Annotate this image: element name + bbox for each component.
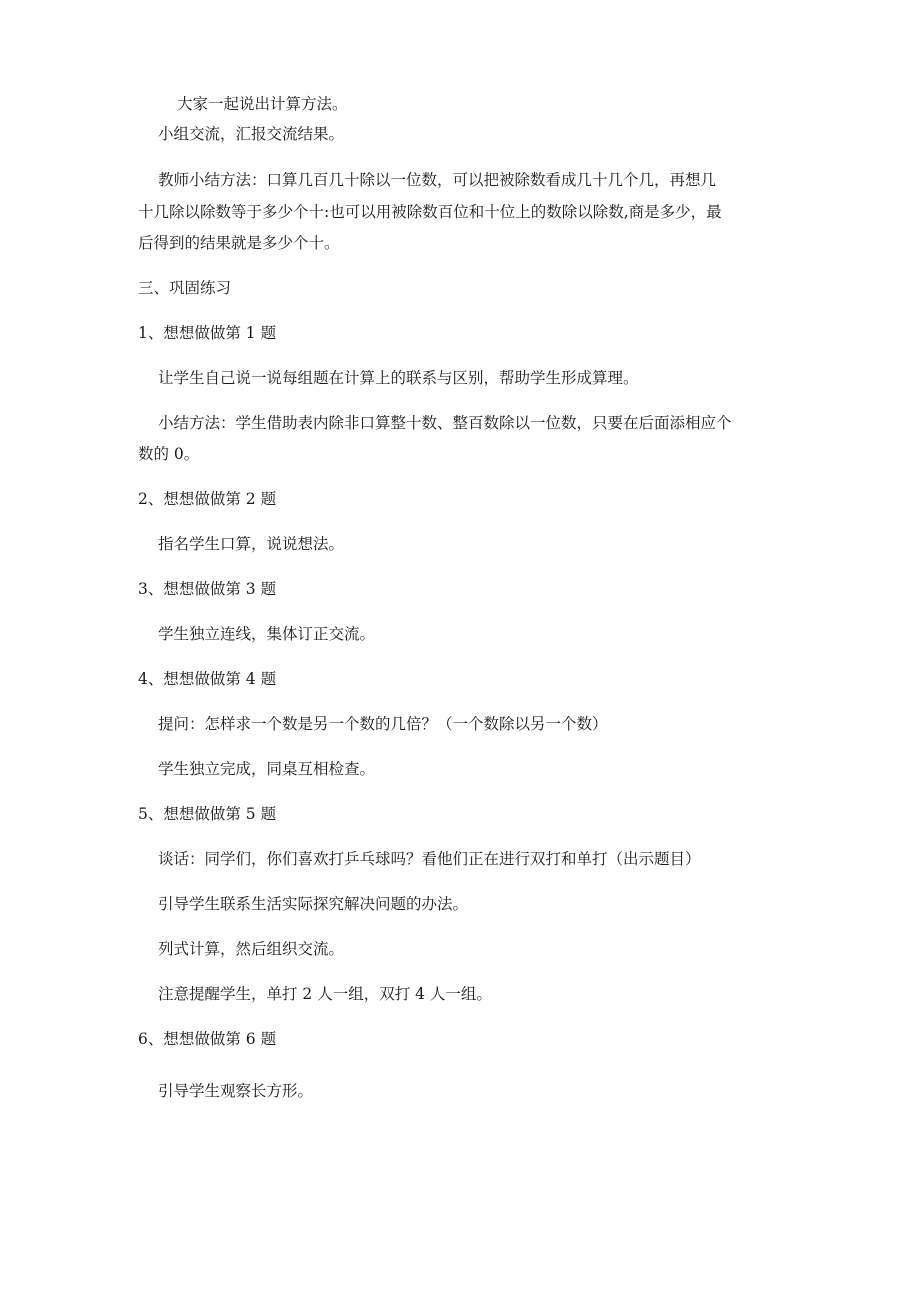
exercise-text: 列式计算，然后组织交流。 <box>158 940 345 958</box>
exercise-text: 谈话：同学们，你们喜欢打乒乓球吗？看他们正在进行双打和单打（出示题目） <box>158 850 701 868</box>
exercise-text: 小结方法：学生借助表内除非口算整十数、整百数除以一位数，只要在后面添相应个 <box>158 414 732 432</box>
exercise-title: 5、想想做做第 5 题 <box>138 805 277 823</box>
exercise-text: 让学生自己说一说每组题在计算上的联系与区别，帮助学生形成算理。 <box>158 369 639 387</box>
exercise-title: 3、想想做做第 3 题 <box>138 580 277 598</box>
exercise-text: 数的 0。 <box>138 445 200 463</box>
exercise-text: 指名学生口算，说说想法。 <box>158 535 345 553</box>
exercise-text: 注意提醒学生，单打 2 人一组，双打 4 人一组。 <box>158 985 492 1003</box>
intro-line: 小组交流，汇报交流结果。 <box>158 125 345 143</box>
exercise-title: 2、想想做做第 2 题 <box>138 490 277 508</box>
exercise-text: 学生独立连线，集体订正交流。 <box>158 625 376 643</box>
section-heading: 三、巩固练习 <box>138 279 232 297</box>
intro-line: 大家一起说出计算方法。 <box>177 95 348 113</box>
summary-line: 教师小结方法：口算几百几十除以一位数，可以把被除数看成几十几个几，再想几 <box>158 171 717 189</box>
exercise-title: 4、想想做做第 4 题 <box>138 670 277 688</box>
exercise-title: 6、想想做做第 6 题 <box>138 1030 277 1048</box>
exercise-title: 1、想想做做第 1 题 <box>138 324 277 342</box>
exercise-text: 学生独立完成，同桌互相检查。 <box>158 760 376 778</box>
summary-line: 十几除以除数等于多少个十:也可以用被除数百位和十位上的数除以除数,商是多少，最 <box>138 203 722 221</box>
summary-line: 后得到的结果就是多少个十。 <box>138 234 340 252</box>
exercise-text: 引导学生联系生活实际探究解决问题的办法。 <box>158 895 469 913</box>
exercise-text: 引导学生观察长方形。 <box>158 1082 314 1100</box>
exercise-text: 提问：怎样求一个数是另一个数的几倍？（一个数除以另一个数） <box>158 715 608 733</box>
